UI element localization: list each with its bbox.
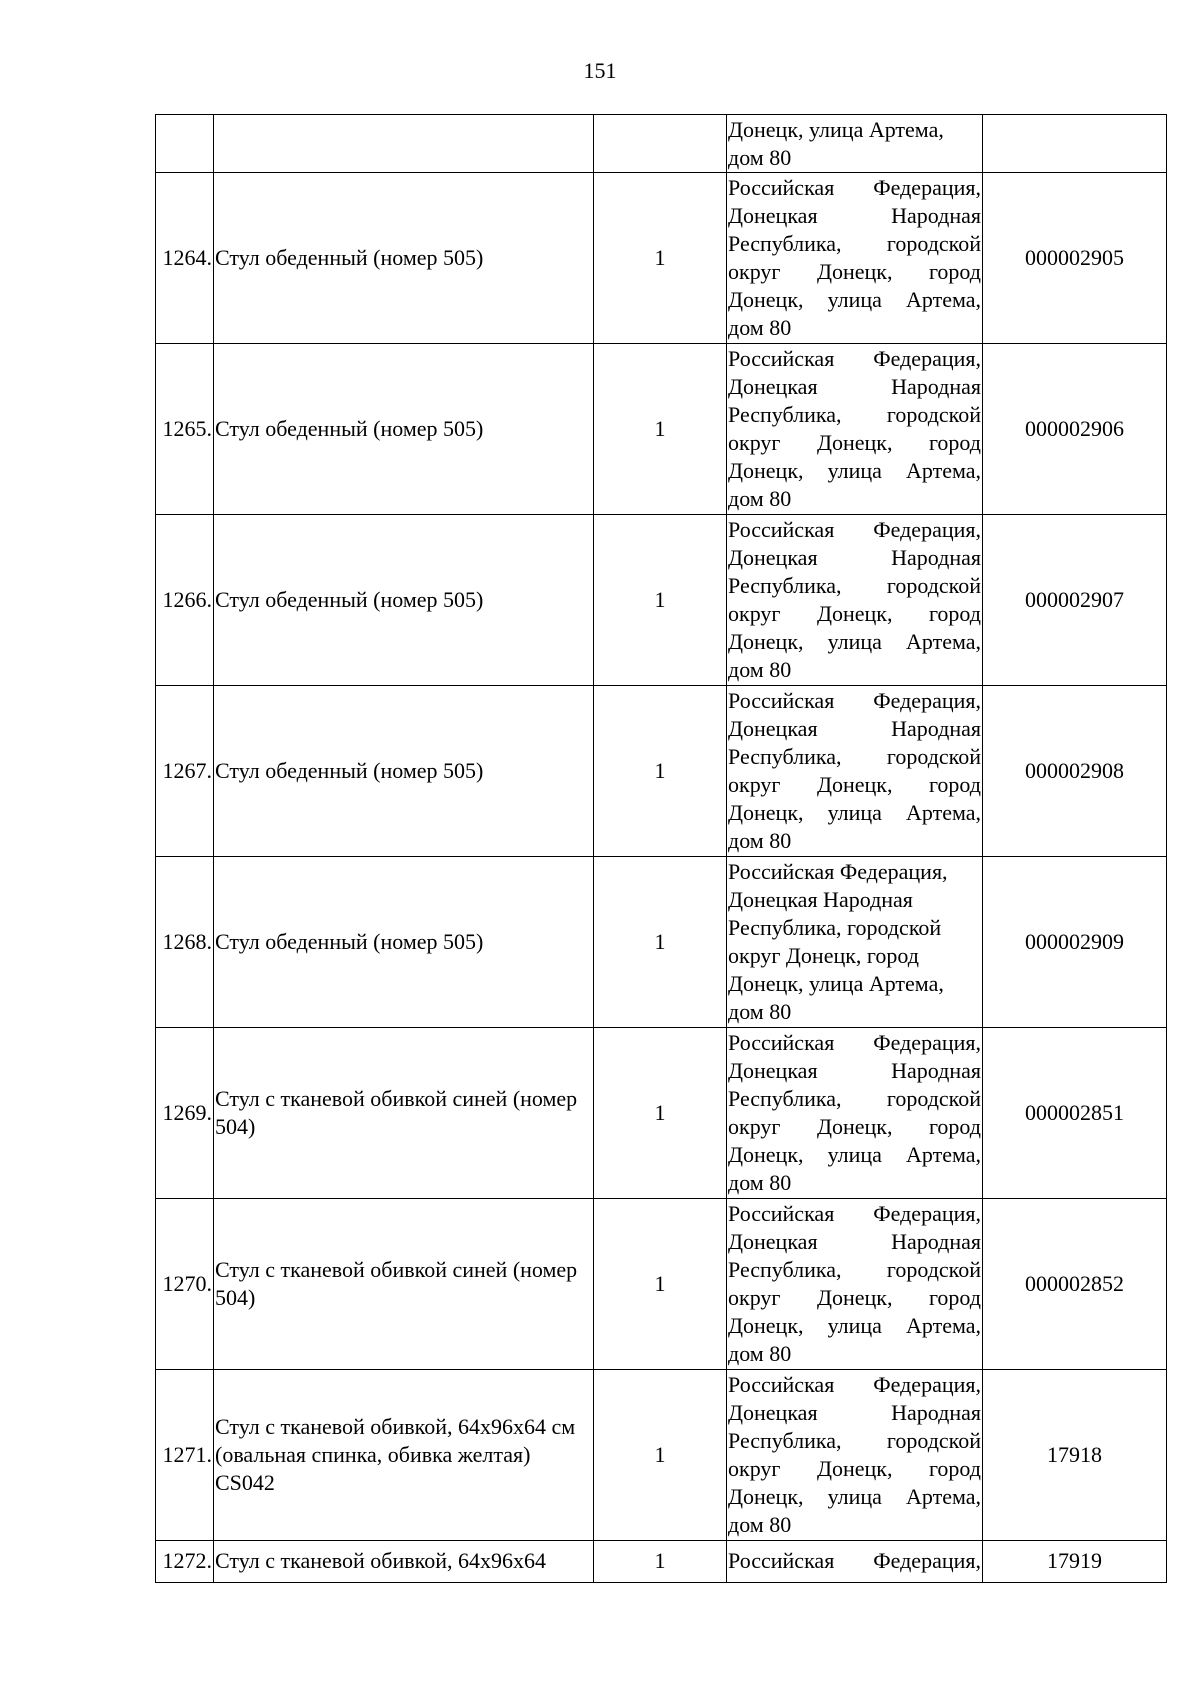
address-line: дом 80 xyxy=(728,999,792,1024)
address-line: Донецкая Народная xyxy=(728,203,981,228)
address-line: Республика, городской xyxy=(728,402,981,427)
inventory-number-cell: 000002909 xyxy=(983,857,1167,1028)
table-row xyxy=(156,515,1167,686)
quantity-cell: 1 xyxy=(594,515,727,686)
address-line: Российская Федерация, xyxy=(728,1548,981,1573)
address-line: дом 80 xyxy=(728,1170,792,1195)
inventory-number-cell: 000002908 xyxy=(983,686,1167,857)
inventory-number-cell: 000002905 xyxy=(983,173,1167,344)
address-line: Донецкая Народная xyxy=(728,1400,981,1425)
address-cell xyxy=(727,686,983,857)
address-line: Донецк, улица Артема, xyxy=(728,629,981,654)
address-cell xyxy=(727,1199,983,1370)
address-cell xyxy=(727,515,983,686)
address-line: округ Донецк, город xyxy=(728,943,919,968)
page-number: 151 xyxy=(583,58,617,83)
address-cell xyxy=(727,1541,983,1583)
item-name-cell: Стул с тканевой обивкой синей (номер 504) xyxy=(214,1199,594,1370)
address-line: Донецкая Народная xyxy=(728,545,981,570)
quantity-cell: 1 xyxy=(594,686,727,857)
inventory-number-cell: 000002907 xyxy=(983,515,1167,686)
address-line: округ Донецк, город xyxy=(728,430,981,455)
address-line: дом 80 xyxy=(728,315,792,340)
address-line: Республика, городской xyxy=(728,1428,981,1453)
address-line: дом 80 xyxy=(728,144,792,170)
address-line: Донецк, улица Артема, xyxy=(728,971,944,996)
address-line: Донецкая Народная xyxy=(728,374,981,399)
item-name-cell: Стул обеденный (номер 505) xyxy=(214,344,594,515)
item-name-cell: Стул обеденный (номер 505) xyxy=(214,515,594,686)
row-number-cell: 1271. xyxy=(156,1370,214,1541)
address-cell xyxy=(727,115,983,173)
item-name-cell xyxy=(214,115,594,173)
row-number-cell xyxy=(156,115,214,173)
address-line: Донецк, улица Артема, xyxy=(728,116,944,142)
property-table xyxy=(155,114,1167,1583)
address-line: Республика, городской xyxy=(728,1086,981,1111)
address-line: округ Донецк, город xyxy=(728,259,981,284)
address-line: Российская Федерация, xyxy=(728,1030,981,1055)
table-row xyxy=(156,857,1167,1028)
address-line: округ Донецк, город xyxy=(728,1114,981,1139)
address-line: Донецкая Народная xyxy=(728,716,981,741)
inventory-number-cell: 17918 xyxy=(983,1370,1167,1541)
address-line: Донецк, улица Артема, xyxy=(728,1484,981,1509)
quantity-cell: 1 xyxy=(594,1370,727,1541)
address-cell xyxy=(727,857,983,1028)
inventory-number-cell: 000002852 xyxy=(983,1199,1167,1370)
address-line: округ Донецк, город xyxy=(728,772,981,797)
table-row xyxy=(156,1370,1167,1541)
address-line: дом 80 xyxy=(728,486,792,511)
item-name-cell: Стул обеденный (номер 505) xyxy=(214,173,594,344)
address-line: дом 80 xyxy=(728,1341,792,1366)
address-line: Донецк, улица Артема, xyxy=(728,287,981,312)
address-line: Республика, городской xyxy=(728,915,942,940)
table-row xyxy=(156,1028,1167,1199)
row-number-cell: 1266. xyxy=(156,515,214,686)
address-line: Республика, городской xyxy=(728,231,981,256)
address-line: Донецк, улица Артема, xyxy=(728,458,981,483)
item-name-cell: Стул с тканевой обивкой синей (номер 504) xyxy=(214,1028,594,1199)
address-line: Российская Федерация, xyxy=(728,175,981,200)
quantity-cell: 1 xyxy=(594,1541,727,1583)
table-row xyxy=(156,173,1167,344)
row-number-cell: 1270. xyxy=(156,1199,214,1370)
address-cell xyxy=(727,1028,983,1199)
row-number-cell: 1267. xyxy=(156,686,214,857)
quantity-cell: 1 xyxy=(594,857,727,1028)
inventory-number-cell: 000002851 xyxy=(983,1028,1167,1199)
continuation-row xyxy=(156,115,1167,173)
address-line: Российская Федерация, xyxy=(728,346,981,371)
address-cell xyxy=(727,1370,983,1541)
address-line: Республика, городской xyxy=(728,1257,981,1282)
address-line: Российская Федерация, xyxy=(728,1372,981,1397)
quantity-cell: 1 xyxy=(594,344,727,515)
table-row xyxy=(156,1199,1167,1370)
address-cell xyxy=(727,173,983,344)
item-name-cell: Стул с тканевой обивкой, 64x96x64 xyxy=(214,1541,594,1583)
address-line: округ Донецк, город xyxy=(728,1285,981,1310)
address-line: Российская Федерация, xyxy=(728,517,981,542)
address-line: Республика, городской xyxy=(728,744,981,769)
address-line: Донецкая Народная xyxy=(728,1058,981,1083)
table-row xyxy=(156,686,1167,857)
quantity-cell: 1 xyxy=(594,1199,727,1370)
row-number-cell: 1272. xyxy=(156,1541,214,1583)
address-line: Донецк, улица Артема, xyxy=(728,1313,981,1338)
row-number-cell: 1264. xyxy=(156,173,214,344)
address-line: Донецк, улица Артема, xyxy=(728,800,981,825)
item-name-cell: Стул обеденный (номер 505) xyxy=(214,686,594,857)
row-number-cell: 1269. xyxy=(156,1028,214,1199)
quantity-cell: 1 xyxy=(594,173,727,344)
inventory-number-cell xyxy=(983,115,1167,173)
address-line: округ Донецк, город xyxy=(728,601,981,626)
address-cell xyxy=(727,344,983,515)
quantity-cell: 1 xyxy=(594,1028,727,1199)
address-line: Донецк, улица Артема, xyxy=(728,1142,981,1167)
address-line: округ Донецк, город xyxy=(728,1456,981,1481)
address-line: Российская Федерация, xyxy=(728,1201,981,1226)
inventory-number-cell: 17919 xyxy=(983,1541,1167,1583)
address-line: дом 80 xyxy=(728,828,792,853)
item-name-cell: Стул обеденный (номер 505) xyxy=(214,857,594,1028)
address-line: Российская Федерация, xyxy=(728,859,948,884)
row-number-cell: 1265. xyxy=(156,344,214,515)
quantity-cell xyxy=(594,115,727,173)
address-line: дом 80 xyxy=(728,657,792,682)
table-row xyxy=(156,344,1167,515)
address-line: дом 80 xyxy=(728,1512,792,1537)
table-row xyxy=(156,1541,1167,1583)
address-line: Донецкая Народная xyxy=(728,887,913,912)
inventory-number-cell: 000002906 xyxy=(983,344,1167,515)
address-line: Российская Федерация, xyxy=(728,688,981,713)
row-number-cell: 1268. xyxy=(156,857,214,1028)
address-line: Республика, городской xyxy=(728,573,981,598)
item-name-cell: Стул с тканевой обивкой, 64x96x64 см (овальная спинка, обивка желтая) CS042 xyxy=(214,1370,594,1541)
address-line: Донецкая Народная xyxy=(728,1229,981,1254)
